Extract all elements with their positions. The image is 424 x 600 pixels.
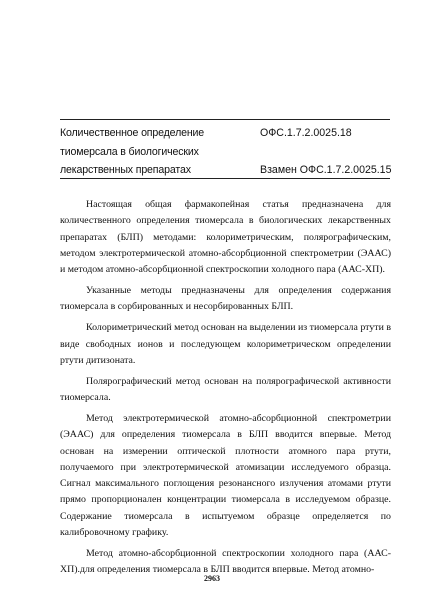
paragraph: Колориметрический метод основан на выделении из тиомерсала ртути в виде свободных ионов и последующем колориметрическом определении ртути дитизоната. xyxy=(60,322,391,366)
title-line: тиомерсала в биологических xyxy=(60,145,199,158)
title-line: Количественное определение xyxy=(60,127,205,139)
paragraph: Указанные методы предназначены для определения содержания тиомерсала в сорбированных и несорбированных БЛП. xyxy=(60,285,391,313)
header-bottom-rule xyxy=(60,178,390,179)
monograph-title xyxy=(60,124,240,180)
page-number: 2963 xyxy=(204,574,220,583)
paragraph: Метод атомно-абсорбционной спектроскопии холодного пара (ААС-ХП).для определения тиомерсала в БЛП вводится впервые. Метод атомно- xyxy=(60,547,391,576)
replaces-code: Взамен ОФС.1.7.2.0025.15 xyxy=(260,164,392,176)
monograph-body xyxy=(60,197,391,579)
paragraph: Настоящая общая фармакопейная статья предназначена для количественного определения тиомерсала в биологических лекарственных препаратах (БЛП) методами: колориметрическим, полярографическим, методом электротермической атомно-абсорбционной спектрометрии (ЭААС) и методом атомно-абсорбционной спектроскопии холодного пара (ААС-ХП). xyxy=(60,199,391,276)
monograph-header xyxy=(60,120,390,180)
title-line: лекарственных препаратах xyxy=(60,164,191,176)
paragraph: Полярографический метод основан на полярографической активности тиомерсала. xyxy=(60,375,391,404)
monograph-code: ОФС.1.7.2.0025.18 xyxy=(260,127,352,139)
paragraph: Метод электротермической атомно-абсорбционной спектрометрии (ЭААС) для определения тиомерсала в БЛП вводится впервые. Метод основан на измерении оптической плотности атомного пара ртути, получаемого при электротермической атомизации исследуемого образца. Сигнал максимального поглощения резонансного излучения атомами ртути прямо пропорционален концентрации тиомерсала в исследуемом образце. Содержание тиомерсала в испытуемом образце определяется по калибровочному графику. xyxy=(60,412,391,539)
